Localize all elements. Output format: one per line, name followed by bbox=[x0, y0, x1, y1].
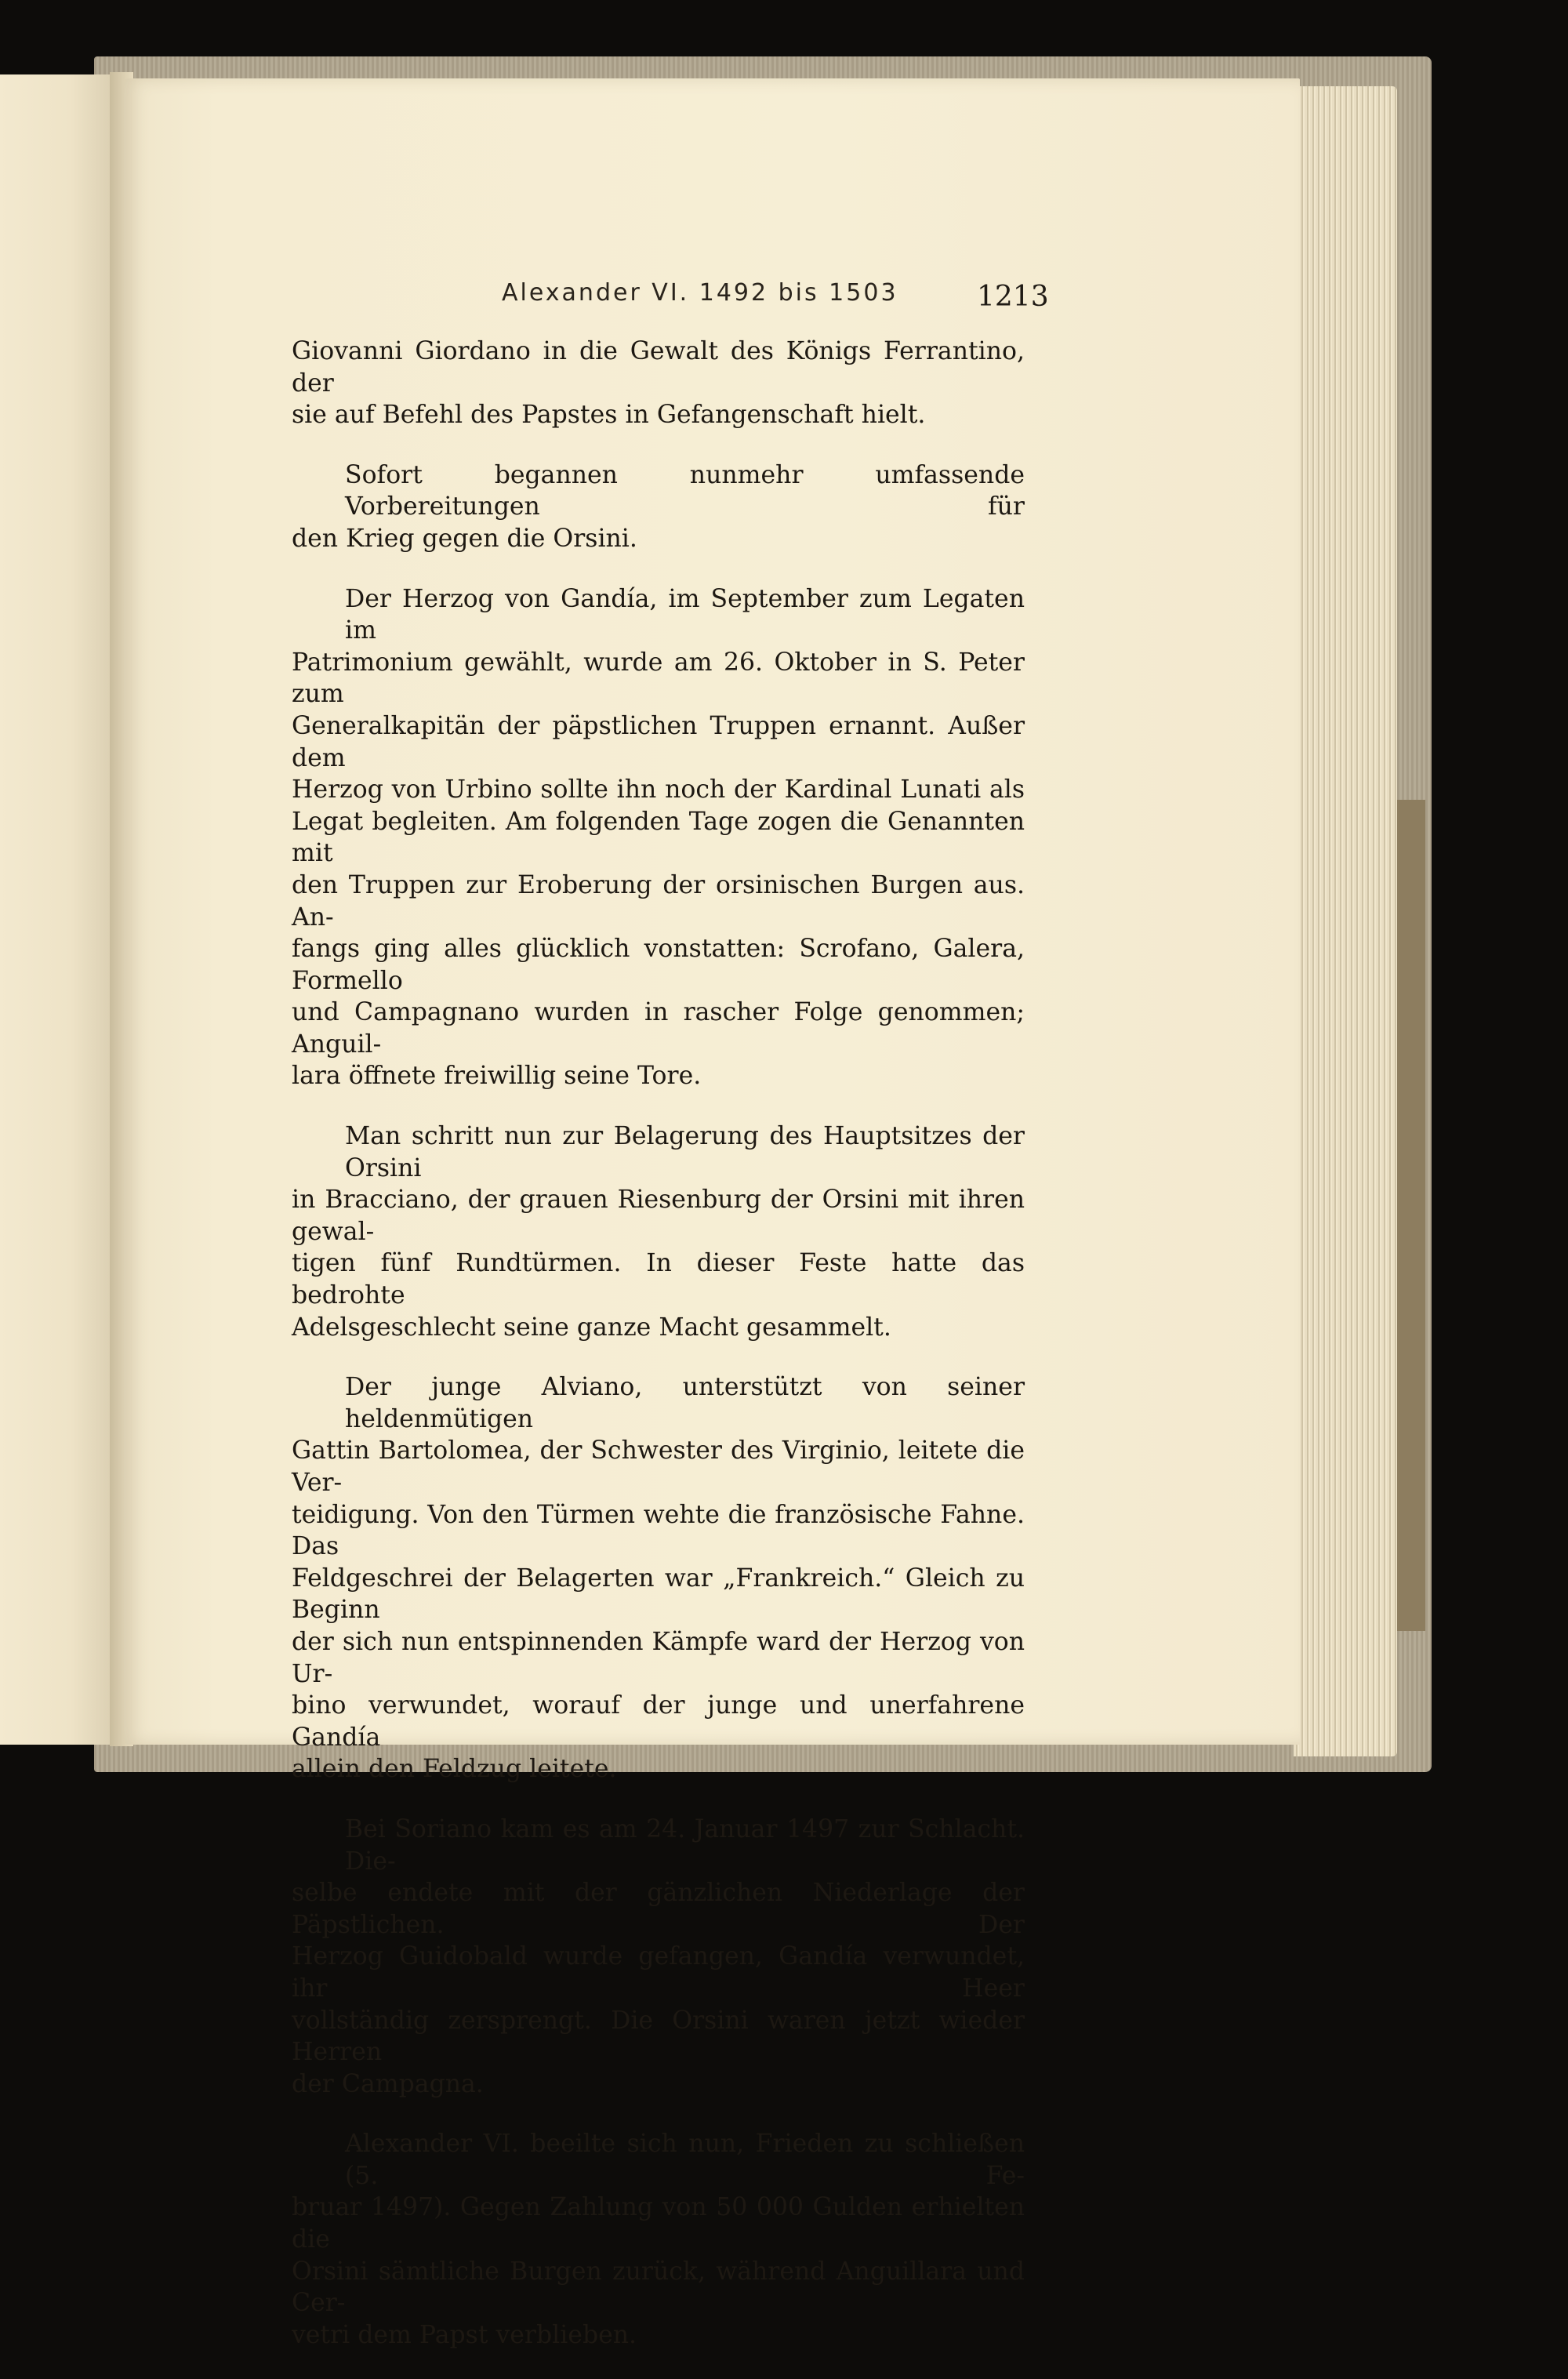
text-line: Generalkapitän der päpstlichen Truppen ernannt. Außer dem bbox=[292, 711, 1025, 772]
text-line: Herzog von Urbino sollte ihn noch der Kardinal Lunati als bbox=[292, 775, 1025, 805]
text-line: Adelsgeschlecht seine ganze Macht gesammelt. bbox=[292, 1313, 891, 1342]
paragraph bbox=[292, 583, 1025, 1093]
text-line: lara öffnete freiwillig seine Tore. bbox=[292, 1062, 702, 1091]
text-line: tigen fünf Rundtürmen. In dieser Feste hatte das bedrohte bbox=[292, 1249, 1025, 1310]
text-line: Der junge Alviano, unterstützt von seiner heldenmütigen bbox=[345, 1373, 1025, 1433]
text-line: Alexander VI. beeilte sich nun, Frieden zu schließen (5. Fe- bbox=[345, 2130, 1025, 2190]
text-line: in Bracciano, der grauen Riesenburg der Orsini mit ihren gewal- bbox=[292, 1186, 1025, 1246]
text-line: Patrimonium gewählt, wurde am 26. Oktober in S. Peter zum bbox=[292, 648, 1025, 709]
text-line: vollständig zersprengt. Die Orsini waren jetzt wieder Herren bbox=[292, 2006, 1025, 2067]
paragraph bbox=[292, 1814, 1025, 2100]
text-line: Feldgeschrei der Belagerten war „Frankreich.“ Gleich zu Beginn bbox=[292, 1564, 1025, 1625]
text-line: Legat begleiten. Am folgenden Tage zogen die Genannten mit bbox=[292, 807, 1025, 868]
page-number: 1213 bbox=[977, 281, 1049, 313]
text-line: bino verwundet, worauf der junge und unerfahrene Gandía bbox=[292, 1691, 1025, 1752]
text-line: Giovanni Giordano in die Gewalt des Königs Ferrantino, der bbox=[292, 337, 1025, 398]
cover-spine-strip bbox=[1397, 800, 1425, 1631]
text-line: den Truppen zur Eroberung der orsinischen Burgen aus. An- bbox=[292, 870, 1025, 932]
paragraph bbox=[292, 1371, 1025, 1785]
text-line: fangs ging alles glücklich vonstatten: Scrofano, Galera, Formello bbox=[292, 935, 1025, 995]
body-text bbox=[292, 336, 1025, 2379]
text-line: Herzog Guidobald wurde gefangen, Gandía verwundet, ihr Heer bbox=[292, 1942, 1025, 2003]
left-facing-page bbox=[0, 74, 118, 1745]
text-line: teidigung. Von den Türmen wehte die französische Fahne. Das bbox=[292, 1500, 1025, 1561]
text-line: und Campagnano wurden in rascher Folge genommen; Anguil- bbox=[292, 998, 1025, 1059]
text-line: Gattin Bartolomea, der Schwester des Virginio, leitete die Ver- bbox=[292, 1436, 1025, 1497]
text-line: Orsini sämtliche Burgen zurück, während Anguillara und Cer- bbox=[292, 2257, 1025, 2318]
text-line: Der Herzog von Gandía, im September zum Legaten im bbox=[345, 584, 1025, 645]
text-line: sie auf Befehl des Papstes in Gefangenschaft hielt. bbox=[292, 401, 926, 430]
text-line: Bei Soriano kam es am 24. Januar 1497 zur Schlacht. Die- bbox=[345, 1814, 1025, 1876]
text-line: der sich nun entspinnenden Kämpfe ward der Herzog von Ur- bbox=[292, 1627, 1025, 1688]
text-line: vetri dem Papst verblieben. bbox=[292, 2320, 637, 2349]
text-line: Man schritt nun zur Belagerung des Hauptsitzes der Orsini bbox=[345, 1122, 1025, 1182]
paragraph bbox=[292, 459, 1025, 555]
text-line: selbe endete mit der gänzlichen Niederlage der Päpstlichen. Der bbox=[292, 1879, 1025, 1939]
paragraph bbox=[292, 2128, 1025, 2351]
running-header: Alexander VI. 1492 bis 1503 bbox=[502, 279, 898, 307]
page-edges bbox=[1294, 86, 1397, 1756]
text-line: den Krieg gegen die Orsini. bbox=[292, 524, 637, 553]
paragraph bbox=[292, 336, 1025, 431]
text-line: der Campagna. bbox=[292, 2069, 484, 2098]
text-line: Sofort begannen nunmehr umfassende Vorbereitungen für bbox=[345, 460, 1025, 521]
paragraph bbox=[292, 1120, 1025, 1343]
text-line: bruar 1497). Gegen Zahlung von 50 000 Gulden erhielten die bbox=[292, 2193, 1025, 2254]
text-line: allein den Feldzug leitete. bbox=[292, 1755, 617, 1784]
